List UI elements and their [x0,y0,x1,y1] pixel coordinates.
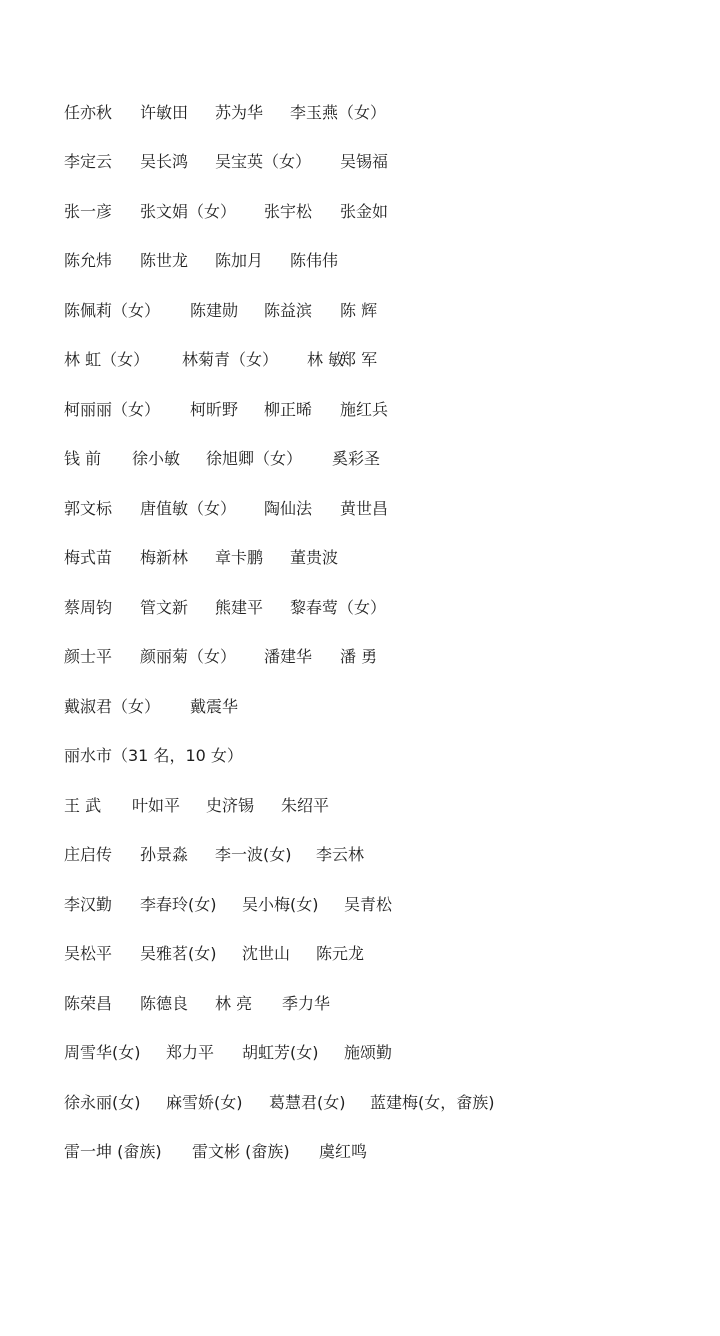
person-name: 葛慧君(女) [269,1093,346,1112]
person-name: 陈德良 [140,994,189,1013]
person-name: 张金如 [340,202,389,221]
name-list-line [64,297,664,325]
person-name: 陈允炜 [64,251,113,270]
person-name: 张文娟（女） [140,202,237,221]
person-name: 潘 勇 [340,647,378,666]
person-name: 李云林 [316,845,365,864]
person-name: 颜士平 [64,647,113,666]
person-name: 陈世龙 [140,251,189,270]
person-name: 吴雅茗(女) [140,944,217,963]
person-name: 郑 军 [340,350,378,369]
person-name: 吴宝英（女） [215,152,312,171]
person-name: 蔡周钧 [64,598,113,617]
name-list-line [64,198,664,226]
section-heading: 丽水市（31 名，10 女） [64,746,243,765]
person-name: 徐旭卿（女） [206,449,303,468]
person-name: 熊建平 [215,598,264,617]
person-name: 陈益滨 [264,301,313,320]
person-name: 颜丽菊（女） [140,647,237,666]
person-name: 施颂勤 [344,1043,393,1062]
name-list-line [64,643,664,671]
person-name: 史济锡 [206,796,255,815]
name-list-line [64,99,664,127]
person-name: 胡虹芳(女) [242,1043,319,1062]
person-name: 陈伟伟 [290,251,339,270]
person-name: 雷一坤 (畲族) [64,1142,162,1161]
person-name: 叶如平 [132,796,181,815]
person-name: 章卡鹏 [215,548,264,567]
name-list-line [64,148,664,176]
person-name: 柯昕野 [190,400,239,419]
person-name: 雷文彬 (畲族) [192,1142,290,1161]
person-name: 郑力平 [166,1043,215,1062]
name-list-line [64,495,664,523]
person-name: 李汉勤 [64,895,113,914]
person-name: 陈加月 [215,251,264,270]
person-name: 陈 辉 [340,301,378,320]
person-name: 林 亮 [215,994,253,1013]
person-name: 陈建勋 [190,301,239,320]
name-list-line [64,742,664,770]
name-list-line [64,346,664,374]
person-name: 吴青松 [344,895,393,914]
person-name: 董贵波 [290,548,339,567]
person-name: 王 武 [64,796,102,815]
person-name: 庄启传 [64,845,113,864]
person-name: 吴锡福 [340,152,389,171]
name-list-line [64,792,664,820]
person-name: 李一波(女) [215,845,292,864]
person-name: 吴长鸿 [140,152,189,171]
person-name: 李定云 [64,152,113,171]
person-name: 林 敏 [307,350,345,369]
person-name: 朱绍平 [281,796,330,815]
person-name: 周雪华(女) [64,1043,141,1062]
person-name: 钱 前 [64,449,102,468]
name-list-line [64,396,664,424]
person-name: 徐永丽(女) [64,1093,141,1112]
person-name: 苏为华 [215,103,264,122]
person-name: 陈佩莉（女） [64,301,161,320]
person-name: 柳正晞 [264,400,313,419]
person-name: 管文新 [140,598,189,617]
name-list-line [64,693,664,721]
person-name: 梅新林 [140,548,189,567]
name-list-line [64,1089,664,1117]
person-name: 黄世昌 [340,499,389,518]
person-name: 奚彩圣 [332,449,381,468]
person-name: 梅式苗 [64,548,113,567]
name-list-line [64,841,664,869]
person-name: 吴松平 [64,944,113,963]
name-list-line [64,891,664,919]
person-name: 李玉燕（女） [290,103,387,122]
person-name: 潘建华 [264,647,313,666]
person-name: 徐小敏 [132,449,181,468]
person-name: 林 虹（女） [64,350,150,369]
person-name: 陈荣昌 [64,994,113,1013]
person-name: 陈元龙 [316,944,365,963]
person-name: 许敏田 [140,103,189,122]
person-name: 林菊青（女） [182,350,279,369]
person-name: 任亦秋 [64,103,113,122]
name-list-line [64,594,664,622]
person-name: 张一彦 [64,202,113,221]
person-name: 李春玲(女) [140,895,217,914]
person-name: 张宇松 [264,202,313,221]
person-name: 戴震华 [190,697,239,716]
person-name: 柯丽丽（女） [64,400,161,419]
person-name: 虞红鸣 [319,1142,368,1161]
person-name: 沈世山 [242,944,291,963]
person-name: 黎春莺（女） [290,598,387,617]
name-list-line [64,1138,664,1166]
name-list-line [64,445,664,473]
person-name: 唐值敏（女） [140,499,237,518]
name-list-line [64,544,664,572]
name-list-line [64,940,664,968]
person-name: 施红兵 [340,400,389,419]
person-name: 陶仙法 [264,499,313,518]
person-name: 戴淑君（女） [64,697,161,716]
person-name: 麻雪娇(女) [166,1093,243,1112]
person-name: 吴小梅(女) [242,895,319,914]
person-name: 蓝建梅(女，畲族) [370,1093,495,1112]
name-list-line [64,1039,664,1067]
person-name: 孙景淼 [140,845,189,864]
person-name: 季力华 [282,994,331,1013]
name-list-line [64,990,664,1018]
name-list-line [64,247,664,275]
person-name: 郭文标 [64,499,113,518]
